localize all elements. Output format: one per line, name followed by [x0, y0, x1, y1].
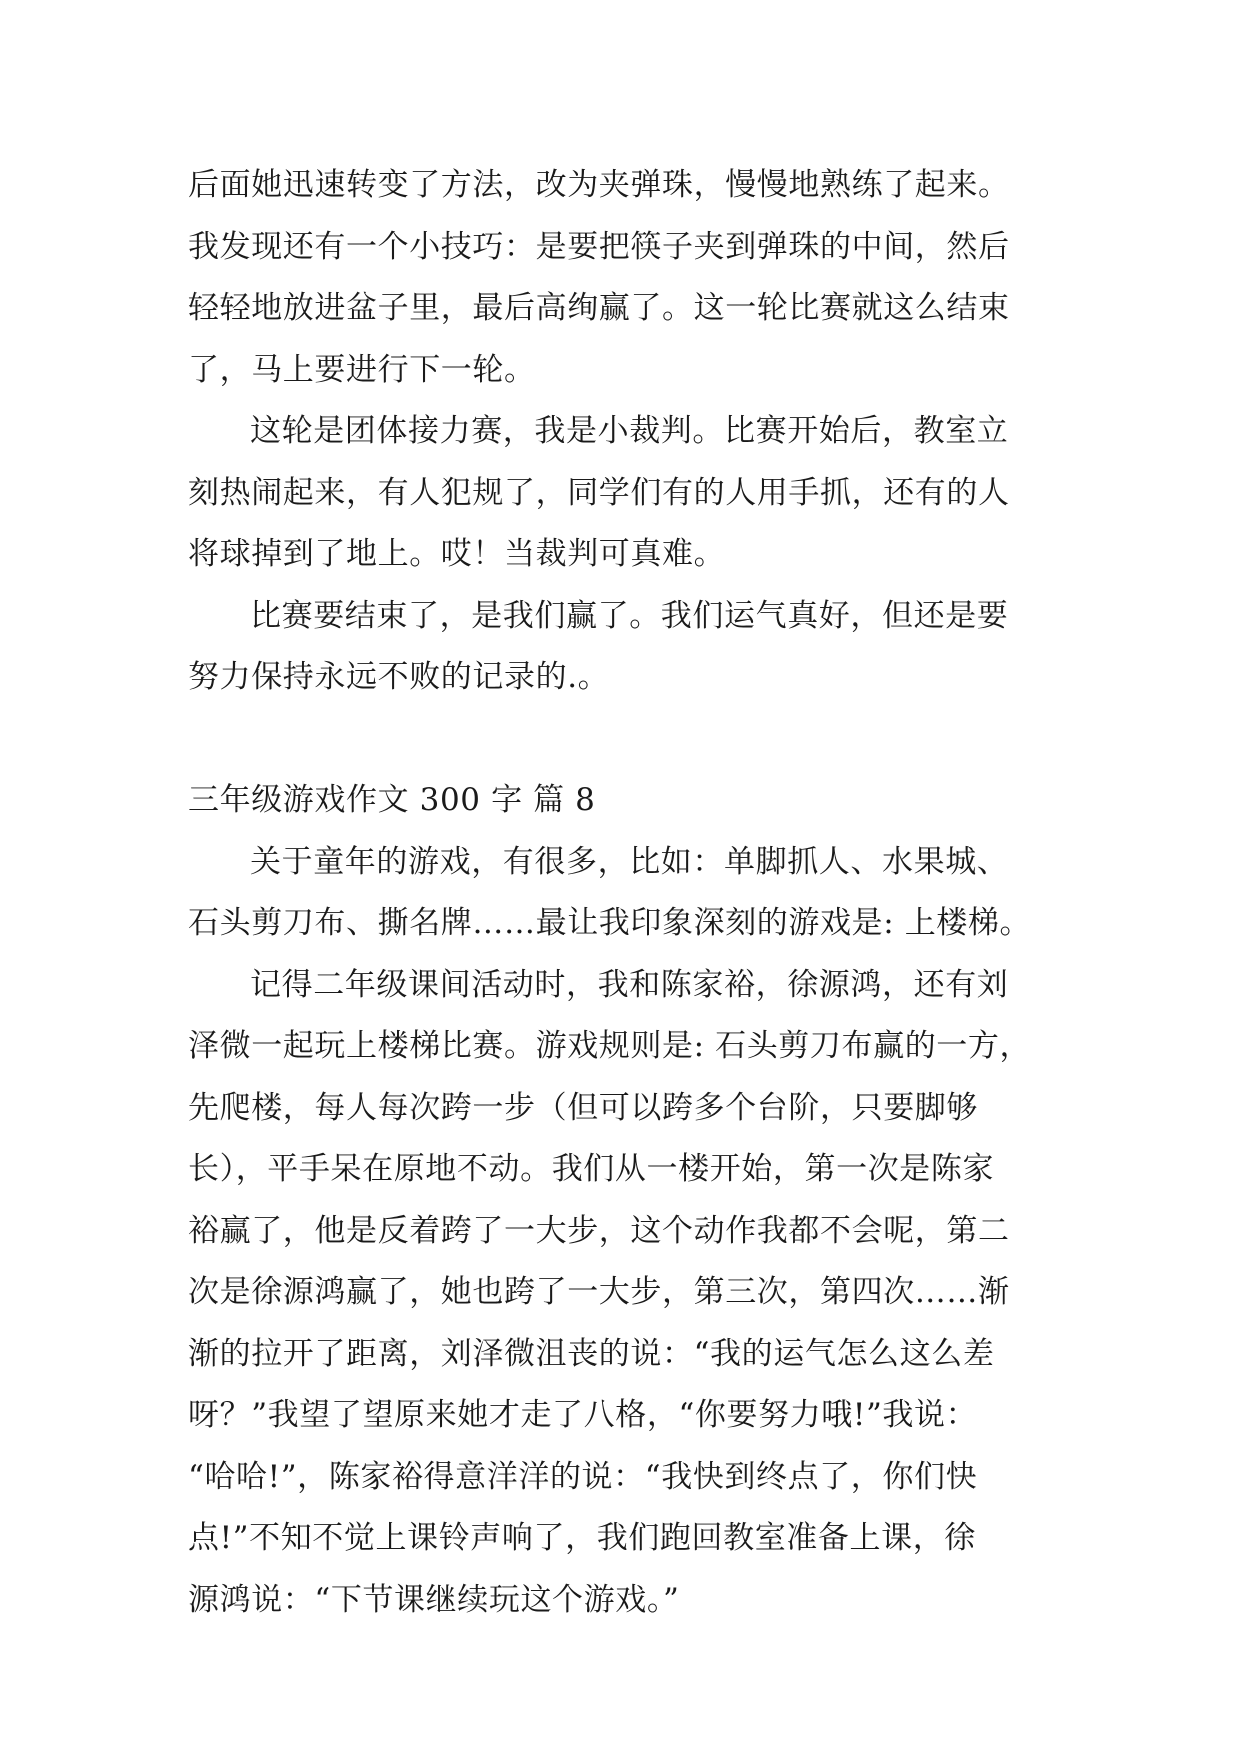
text-line: 长），平手呆在原地不动。我们从一楼开始，第一次是陈家: [188, 1151, 995, 1187]
essay-title: 三年级游戏作文 300 字 篇 8: [188, 782, 596, 818]
text-line: 这轮是团体接力赛，我是小裁判。比赛开始后，教室立: [250, 413, 1009, 449]
paragraph-stairs-game: [188, 955, 1068, 1632]
paragraph-relay: [188, 401, 1068, 586]
text-line: 关于童年的游戏，有很多，比如：单脚抓人、水果城、: [250, 843, 1009, 880]
text-line: 轻轻地放进盆子里，最后高绚赢了。这一轮比赛就这么结束: [188, 290, 1010, 326]
text-line: 了，马上要进行下一轮。: [188, 351, 536, 388]
paragraph-ending: [188, 586, 1068, 709]
paragraph-intro: [188, 832, 1068, 955]
text-line: 石头剪刀布、撕名牌……最让我印象深刻的游戏是: 上楼梯。: [188, 905, 1032, 941]
paragraph-continued: [188, 155, 1068, 401]
text-line: 呀？”我望了望原来她才走了八格，“你要努力哦!”我说：: [188, 1397, 978, 1433]
text-line: “哈哈!”，陈家裕得意洋洋的说：“我快到终点了，你们快: [188, 1458, 978, 1495]
text-line: 泽微一起玩上楼梯比赛。游戏规则是: 石头剪刀布赢的一方，: [188, 1028, 1032, 1064]
text-line: 将球掉到了地上。哎！当裁判可真难。: [188, 536, 726, 572]
text-line: 后面她迅速转变了方法，改为夹弹珠，慢慢地熟练了起来。: [188, 167, 1010, 203]
text-line: 渐的拉开了距离，刘泽微沮丧的说：“我的运气怎么这么差: [188, 1335, 995, 1372]
text-line: 源鸿说：“下节课继续玩这个游戏。”: [188, 1581, 680, 1618]
text-line: 比赛要结束了，是我们赢了。我们运气真好，但还是要: [250, 597, 1009, 634]
text-line: 刻热闹起来，有人犯规了，同学们有的人用手抓，还有的人: [188, 474, 1010, 511]
text-line: 裕赢了，他是反着跨了一大步，这个动作我都不会呢，第二: [188, 1212, 1010, 1249]
text-line: 点!”不知不觉上课铃声响了，我们跑回教室准备上课，徐: [188, 1520, 976, 1556]
text-line: 我发现还有一个小技巧：是要把筷子夹到弹珠的中间，然后: [188, 228, 1010, 265]
section-gap: [188, 709, 1068, 771]
text-line: 先爬楼，每人每次跨一步（但可以跨多个台阶，只要脚够: [188, 1089, 978, 1126]
text-line: 记得二年级课间活动时，我和陈家裕，徐源鸿，还有刘: [250, 966, 1009, 1003]
document-body: [188, 155, 1068, 1631]
text-line: 次是徐源鸿赢了，她也跨了一大步，第三次，第四次……渐: [188, 1274, 1010, 1310]
text-line: 努力保持永远不败的记录的.。: [188, 659, 610, 695]
